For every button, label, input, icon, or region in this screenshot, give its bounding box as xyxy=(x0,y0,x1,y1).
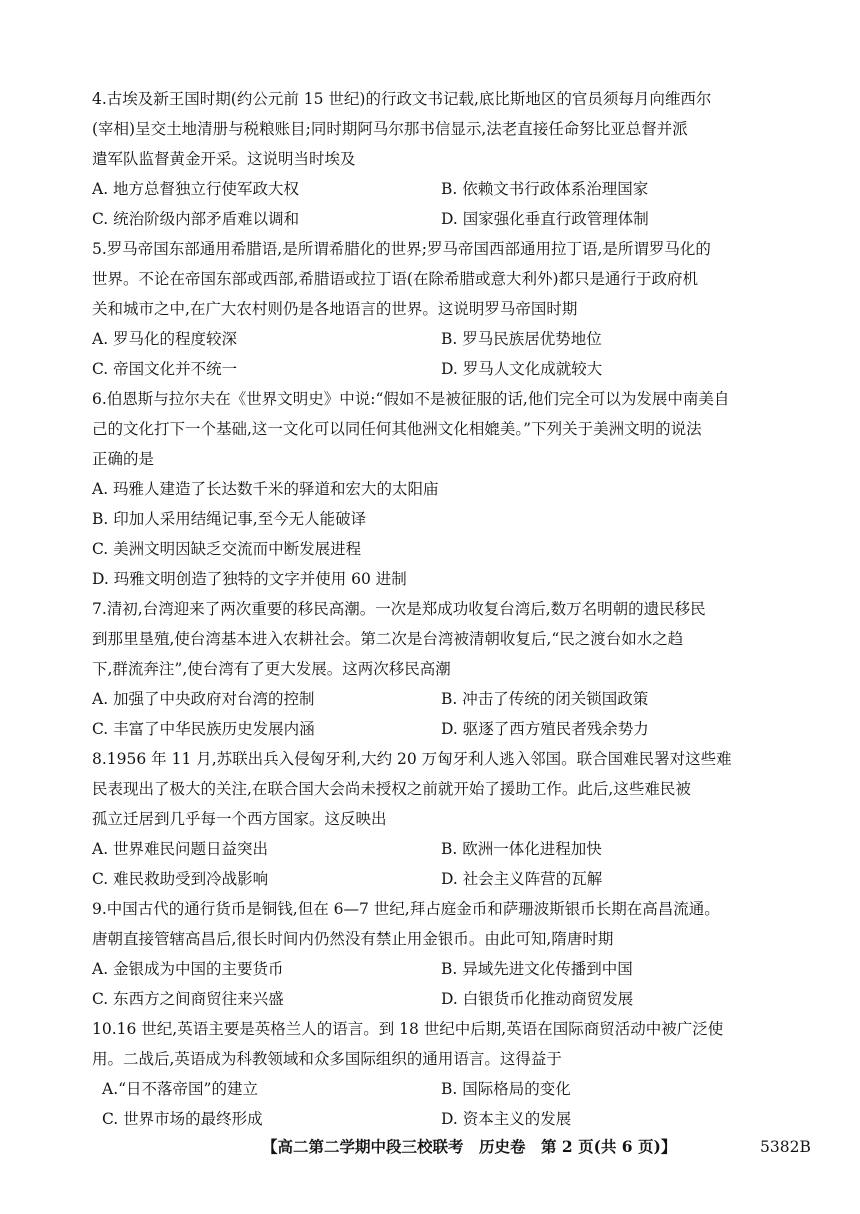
question-10 xyxy=(92,1014,812,1134)
option-c: C. 统治阶级内部矛盾难以调和 xyxy=(92,210,300,228)
option-a: A. 罗马化的程度较深 xyxy=(92,330,238,348)
question-4 xyxy=(92,84,812,234)
option-row xyxy=(92,834,812,864)
option-row xyxy=(92,864,812,894)
option-b: B. 欧洲一体化进程加快 xyxy=(441,840,602,858)
option-b: B. 印加人采用结绳记事,至今无人能破译 xyxy=(92,510,367,528)
option-row xyxy=(92,204,812,234)
option-c: C. 难民救助受到冷战影响 xyxy=(92,870,269,888)
option-row xyxy=(92,684,812,714)
question-text-line: 6.伯恩斯与拉尔夫在《世界文明史》中说:“假如不是被征服的话,他们完全可以为发展中南美自 xyxy=(92,390,730,408)
question-text-line: 世界。不论在帝国东部或西部,希腊语或拉丁语(在除希腊或意大利外)都只是通行于政府机 xyxy=(92,270,699,288)
question-text-line: 8.1956 年 11 月,苏联出兵入侵匈牙利,大约 20 万匈牙利人逃入邻国。联合国难民署对这些难 xyxy=(92,750,732,768)
option-a: A. 地方总督独立行使军政大权 xyxy=(92,180,300,198)
option-b: B. 国际格局的变化 xyxy=(441,1080,571,1098)
option-d: D. 驱逐了西方殖民者残余势力 xyxy=(441,720,649,738)
question-5 xyxy=(92,234,812,384)
option-d: D. 玛雅文明创造了独特的文字并使用 60 进制 xyxy=(92,570,407,588)
question-text-line: 下,群流奔注”,使台湾有了更大发展。这两次移民高潮 xyxy=(92,660,451,678)
question-text-line: 关和城市之中,在广大农村则仍是各地语言的世界。这说明罗马帝国时期 xyxy=(92,300,578,318)
option-c: C. 东西方之间商贸往来兴盛 xyxy=(92,990,284,1008)
option-d: D. 白银货币化推动商贸发展 xyxy=(441,990,634,1008)
option-b: B. 罗马民族居优势地位 xyxy=(441,330,602,348)
option-c: C. 世界市场的最终形成 xyxy=(102,1110,263,1128)
option-a: A. 世界难民问题日益突出 xyxy=(92,840,269,858)
option-a: A. 玛雅人建造了长达数千米的驿道和宏大的太阳庙 xyxy=(92,480,439,498)
page-footer xyxy=(0,1132,860,1162)
question-text-line: 唐朝直接管辖高昌后,很长时间内仍然没有禁止用金银币。由此可知,隋唐时期 xyxy=(92,930,614,948)
option-row xyxy=(92,1074,812,1104)
question-text-line: 孤立迁居到几乎每一个西方国家。这反映出 xyxy=(92,810,387,828)
option-a: A. 加强了中央政府对台湾的控制 xyxy=(92,690,315,708)
option-row xyxy=(92,1104,812,1134)
option-row xyxy=(92,984,812,1014)
question-text-line: 10.16 世纪,英语主要是英格兰人的语言。到 18 世纪中后期,英语在国际商贸活动中被广泛使 xyxy=(92,1020,724,1038)
question-text-line: 7.清初,台湾迎来了两次重要的移民高潮。一次是郑成功收复台湾后,数万名明朝的遗民移民 xyxy=(92,600,706,618)
footer-title: 【高二第二学期中段三校联考 历史卷 第 2 页(共 6 页)】 xyxy=(262,1137,677,1156)
option-c: C. 美洲文明因缺乏交流而中断发展进程 xyxy=(92,540,362,558)
option-d: D. 罗马人文化成就较大 xyxy=(441,360,603,378)
option-row xyxy=(92,354,812,384)
question-text-line: (宰相)呈交土地清册与税粮账目;同时期阿马尔那书信显示,法老直接任命努比亚总督并派 xyxy=(92,120,688,138)
question-text-line: 民表现出了极大的关注,在联合国大会尚未授权之前就开始了援助工作。此后,这些难民被 xyxy=(92,780,691,798)
option-b: B. 异域先进文化传播到中国 xyxy=(441,960,633,978)
option-b: B. 冲击了传统的闭关锁国政策 xyxy=(441,690,649,708)
option-row xyxy=(92,714,812,744)
option-d: D. 社会主义阵营的瓦解 xyxy=(441,870,603,888)
question-text-line: 己的文化打下一个基础,这一文化可以同任何其他洲文化相媲美。”下列关于美洲文明的说法 xyxy=(92,420,702,438)
question-8 xyxy=(92,744,812,894)
option-b: B. 依赖文书行政体系治理国家 xyxy=(441,180,649,198)
question-6 xyxy=(92,384,812,594)
option-c: C. 帝国文化并不统一 xyxy=(92,360,238,378)
option-a: A.“日不落帝国”的建立 xyxy=(102,1080,258,1098)
question-text-line: 到那里垦殖,使台湾基本进入农耕社会。第二次是台湾被清朝收复后,“民之渡台如水之趋 xyxy=(92,630,684,648)
question-text-line: 遣军队监督黄金开采。这说明当时埃及 xyxy=(92,150,356,168)
question-text-line: 5.罗马帝国东部通用希腊语,是所谓希腊化的世界;罗马帝国西部通用拉丁语,是所谓罗马化的 xyxy=(92,240,711,258)
question-7 xyxy=(92,594,812,744)
question-text-line: 9.中国古代的通行货币是铜钱,但在 6—7 世纪,拜占庭金币和萨珊波斯银币长期在高昌流通。 xyxy=(92,900,720,918)
option-c: C. 丰富了中华民族历史发展内涵 xyxy=(92,720,315,738)
question-text-line: 4.古埃及新王国时期(约公元前 15 世纪)的行政文书记载,底比斯地区的官员须每月向维西尔 xyxy=(92,90,712,108)
option-row xyxy=(92,174,812,204)
option-row xyxy=(92,954,812,984)
option-row xyxy=(92,324,812,354)
option-a: A. 金银成为中国的主要货币 xyxy=(92,960,284,978)
question-text-line: 用。二战后,英语成为科教领域和众多国际组织的通用语言。这得益于 xyxy=(92,1050,562,1068)
option-d: D. 国家强化垂直行政管理体制 xyxy=(441,210,649,228)
footer-code: 5382B xyxy=(760,1138,811,1156)
question-9 xyxy=(92,894,812,1014)
option-d: D. 资本主义的发展 xyxy=(441,1110,572,1128)
question-text-line: 正确的是 xyxy=(92,450,155,468)
